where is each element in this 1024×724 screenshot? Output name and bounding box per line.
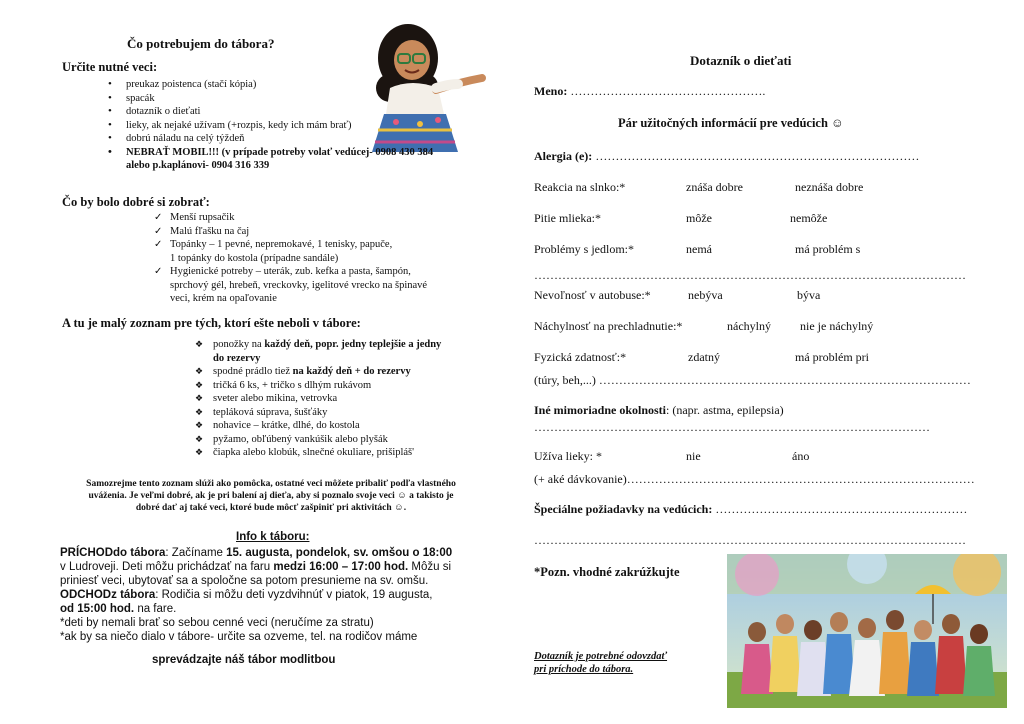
arrival-line-2 [60,560,510,574]
info-heading: Info k táboru: [236,531,310,543]
meds-option-yes[interactable]: áno [792,449,810,463]
sun-option-good[interactable]: znáša dobre [686,180,743,194]
departure-line-1 [60,588,510,602]
milk-option-yes[interactable]: môže [686,211,712,225]
closing-text: sprevádzajte náš tábor modlitbou [152,654,336,666]
fitness-option-problem[interactable]: má problém pri [795,350,869,364]
name-row [534,84,765,99]
good-list [170,211,500,306]
return-line: Dotazník je potrebné odovzdať [534,651,668,662]
list-item-phone [126,146,506,173]
fitness-field[interactable]: ………………………………………………………………………………… [598,373,971,387]
departure-to: z tábora [111,589,156,601]
name-label: Meno: [534,84,568,98]
bus-option-yes[interactable]: býva [797,288,821,302]
page-title: Čo potrebujem do tábora? [127,36,275,51]
questionnaire-title: Dotazník o dieťati [690,53,792,68]
item-text: ponožky na [213,339,265,350]
other-label: Iné mimoriadne okolnosti [534,403,667,417]
fitness-label: Fyzická zdatnosť:* [534,350,627,364]
info-heading-right: Pár užitočných informácií pre vedúcich ☺ [618,116,844,130]
text: v Ludroveji. Deti môžu prichádzať na faru [60,561,274,573]
milk-option-no[interactable]: nemôže [790,211,828,225]
phone-line-2: alebo p.kaplánovi- 0904 316 339 [126,160,270,171]
food-label: Problémy s jedlom:* [534,242,634,256]
good-item-4: ✓ Hygienické potreby – uterák, zub. kefka a pasta, šampón, [170,266,411,277]
list-item [170,238,500,265]
note-line: dobré dať aj také veci, ktoré bude môcť zašpiniť pri aktivitách ☺. [135,503,407,513]
special-row [534,502,967,517]
good-item-4-cont2: veci, krém na opaľovanie [170,293,277,304]
good-item-4-cont1: sprchový gél, hrebeň, vreckovky, igelitové vrecko na špinavé [170,279,428,291]
list-item: • lieky, ak nejaké užívam (+rozpis, kedy ich mám brať) [126,119,506,133]
list-item: • dotazník o dieťati [126,105,506,119]
cold-label: Náchylnosť na prechladnutie:* [534,319,683,333]
good-item-3-cont: 1 topánky do kostola (prípadne sandále) [170,252,339,264]
list-item: ❖ čiapka alebo klobúk, slnečné okuliare, prišipláš' [213,446,503,460]
list-item [213,365,503,379]
circle-note: *Pozn. vhodné zakrúžkujte [534,565,680,579]
text: : Rodičia si môžu deti vyzdvihnúť v piatok, 19 augusta, [155,589,433,601]
list-item: • spacák [126,92,506,106]
arrival-line-1 [60,546,510,560]
meds-detail-row [534,472,975,487]
list-item: ❖ tepláková súprava, šušťáky [213,406,503,420]
food-option-problem[interactable]: má problém s [795,242,861,256]
sun-option-bad[interactable]: neznáša dobre [795,180,864,194]
item-text: spodné prádlo tiež [213,366,293,377]
meds-label: Užíva lieky: * [534,449,602,463]
newcomers-list [213,338,503,460]
good-item-3: ✓ Topánky – 1 pevné, nepremokavé, 1 tenisky, papuče, [170,239,393,250]
required-list [126,78,506,173]
fitness-detail-row [534,373,971,388]
departure-label: ODCHOD [60,589,112,601]
list-item: • dobrú náladu na celý týždeň [126,132,506,146]
allergy-field[interactable]: ……………………………………………………………………… [595,149,920,163]
arrival-label: PRÍCHOD [60,547,114,559]
list-item: • preukaz poistenca (stačí kópia) [126,78,506,92]
allergy-label: Alergia (e): [534,149,593,163]
phone-line-1: • NEBRAŤ MOBIL!!! (v prípade potreby volať vedúcej- 0908 430 384 [126,146,434,158]
return-line: pri príchode do tábora. [534,664,634,675]
text-bold: medzi 16:00 – 17:00 hod. [273,561,409,573]
good-heading: Čo by bolo dobré si zobrať: [62,195,210,209]
return-note [534,650,667,676]
text: Môžu si [408,561,452,573]
newcomers-heading: A tu je malý zoznam pre tých, ktorí ešte neboli v tábore: [62,316,361,330]
departure-line-2 [60,602,510,616]
milk-label: Pitie mlieka:* [534,211,601,225]
item-text-bold: na každý deň + do rezervy [292,366,411,377]
arrival-to: do tábora [113,547,166,559]
note-line: Samozrejme tento zoznam slúži ako pomôcka, ostatné veci môžete pribaliť podľa vlastného [86,479,456,489]
cold-option-yes[interactable]: náchylný [727,319,771,333]
cold-option-no[interactable]: nie je náchylný [800,319,874,333]
list-item: ❖ tričká 6 ks, + tričko s dlhým rukávom [213,379,503,393]
text-bold: 15. augusta, pondelok, sv. omšou o 18:00 [226,547,453,559]
fitness-option-fit[interactable]: zdatný [688,350,720,364]
info-block [60,546,510,644]
item-text-bold: každý deň, popr. jedny teplejšie a jedny [264,339,442,350]
name-field[interactable]: …………………………………………. [570,84,766,98]
meds-option-no[interactable]: nie [686,449,701,463]
text-bold: od 15:00 hod. [60,603,135,615]
list-item [170,265,500,306]
food-option-none[interactable]: nemá [686,242,712,256]
fitness-sub: (túry, beh,...) [534,373,596,387]
allergy-row [534,149,919,164]
sun-label: Reakcia na slnko:* [534,180,626,194]
list-item [213,338,503,365]
special-field-2[interactable]: ……………………………………………………………………………………………… [534,533,966,547]
other-row [534,403,784,418]
special-label: Špeciálne požiadavky na vedúcich: [534,502,713,516]
footnote-2: *ak by sa niečo dialo v tábore- určite sa ozveme, tel. na rodičov máme [60,631,418,643]
meds-sub: (+ aké dávkovanie) [534,472,627,486]
required-heading: Určite nutné veci: [62,60,158,74]
bus-label: Nevoľnosť v autobuse:* [534,288,651,302]
meds-field[interactable]: …………………………………………………………………………… [626,472,975,486]
special-field[interactable]: ……………………………………………………… [715,502,968,516]
footnote-1: *deti by nemali brať so sebou cenné veci (neručíme za stratu) [60,617,374,629]
food-field[interactable]: ……………………………………………………………………………………………… [534,268,966,282]
text: : Začíname [165,547,227,559]
list-item: ❖ nohavice – krátke, dlhé, do kostola [213,419,503,433]
note-line: uváženia. Je veľmi dobré, ak je pri balení aj dieťa, aby si poznalo svoje veci ☺ a takisto je [88,491,454,501]
family-group-image [727,554,1007,708]
other-field[interactable]: ……………………………………………………………………………………… [534,420,930,434]
list-item: ❖ pyžamo, obľúbený vankúšik alebo plyšák [213,433,503,447]
bus-option-no[interactable]: nebýva [688,288,723,302]
list-item: ❖ sveter alebo mikina, vetrovka [213,392,503,406]
list-item: ✓ Malú fľašku na čaj [170,225,500,239]
item-text-bold: do rezervy [213,352,261,364]
packing-note [40,478,502,514]
text: na fare. [134,603,177,615]
other-hint: : (napr. astma, epilepsia) [666,403,784,417]
list-item: ✓ Menší rupsačik [170,211,500,225]
arrival-line-3: priniesť veci, ubytovať sa a spoločne sa potom presunieme na sv. omšu. [60,575,429,587]
